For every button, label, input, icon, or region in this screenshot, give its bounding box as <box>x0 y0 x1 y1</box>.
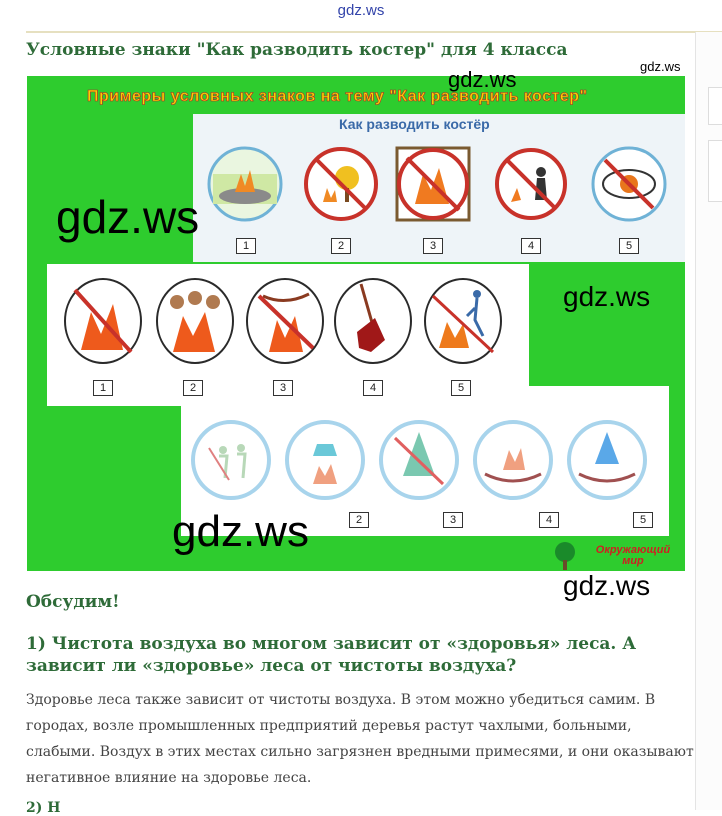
watermark: gdz.ws <box>172 507 309 556</box>
sign-number: 3 <box>423 238 443 254</box>
no-fire-on-peat-icon <box>393 144 473 224</box>
article-title: Условные знаки "Как разводить костер" для 4 класса <box>26 40 568 60</box>
site-brand[interactable]: gdz.ws <box>337 2 385 19</box>
figure-banner: Примеры условных знаков на тему "Как разводить костер" <box>87 88 588 105</box>
watermark: gdz.ws <box>563 570 651 601</box>
discuss-heading: Обсудим! <box>26 592 120 612</box>
question-1: 1) Чистота воздуха во многом зависит от «здоровья» леса. А зависит ли «здоровье» леса от чистоты воздуха? <box>26 634 637 676</box>
sign-number: 5 <box>451 380 471 396</box>
watermark: gdz.ws <box>56 191 200 243</box>
panel-title: Как разводить костёр <box>339 116 490 132</box>
tree-logo-icon <box>553 542 577 570</box>
sign-number: 5 <box>633 512 653 528</box>
sidebar-widget[interactable] <box>708 87 722 125</box>
sign-number: 4 <box>539 512 559 528</box>
water-over-fire-icon <box>283 418 367 502</box>
sign-panel-2 <box>47 264 529 406</box>
textbook-logo <box>551 542 685 571</box>
no-fire-near-bushes-icon <box>61 276 145 366</box>
sign-number: 1 <box>93 380 113 396</box>
sign-number: 3 <box>273 380 293 396</box>
watermark: gdz.ws <box>448 67 517 92</box>
sign-panel-1 <box>193 114 685 262</box>
sign-number: 2 <box>183 380 203 396</box>
fire-in-pit-icon <box>471 418 555 502</box>
sign-number: 4 <box>521 238 541 254</box>
no-fire-near-people-icon <box>189 418 273 502</box>
watermark: gdz.ws <box>640 59 681 74</box>
extinguish-fire-icon <box>565 418 649 502</box>
logo-text-line2: мир <box>622 555 644 567</box>
sign-number: 2 <box>331 238 351 254</box>
sidebar-widget[interactable] <box>708 140 722 202</box>
question-2-partial: 2) Н <box>26 800 61 816</box>
no-fire-near-trees-icon <box>301 144 381 224</box>
sign-number: 1 <box>236 238 256 254</box>
watermark: gdz.ws <box>563 281 651 312</box>
no-fire-under-branches-icon <box>243 276 327 366</box>
no-fire-eye-icon <box>589 144 669 224</box>
top-bar <box>0 0 722 24</box>
sign-number: 4 <box>363 380 383 396</box>
answer-1: Здоровье леса также зависит от чистоты воздуха. В этом можно убедиться самим. В городах, возле промышленных предприятий деревья растут чахлыми, больными, слабыми. Воздух в этих местах сильно загрязнен вредными примесями, и они оказывают негативное влияние на здоровье леса. <box>26 692 694 786</box>
sign-number: 2 <box>349 512 369 528</box>
fire-with-mushrooms-icon <box>153 276 237 366</box>
divider <box>26 31 722 33</box>
sign-number: 3 <box>443 512 463 528</box>
sign-number: 5 <box>619 238 639 254</box>
sign-panel-2-right <box>529 386 669 406</box>
no-fire-near-people-icon <box>491 144 571 224</box>
campfire-sign-icon <box>205 144 285 224</box>
roasting-on-stick-icon <box>331 276 415 366</box>
no-fire-under-trees-icon <box>377 418 461 502</box>
no-fire-when-leaving-icon <box>421 276 505 366</box>
logo-text-line1: Окружающий <box>595 544 671 556</box>
figure-image <box>27 76 685 571</box>
